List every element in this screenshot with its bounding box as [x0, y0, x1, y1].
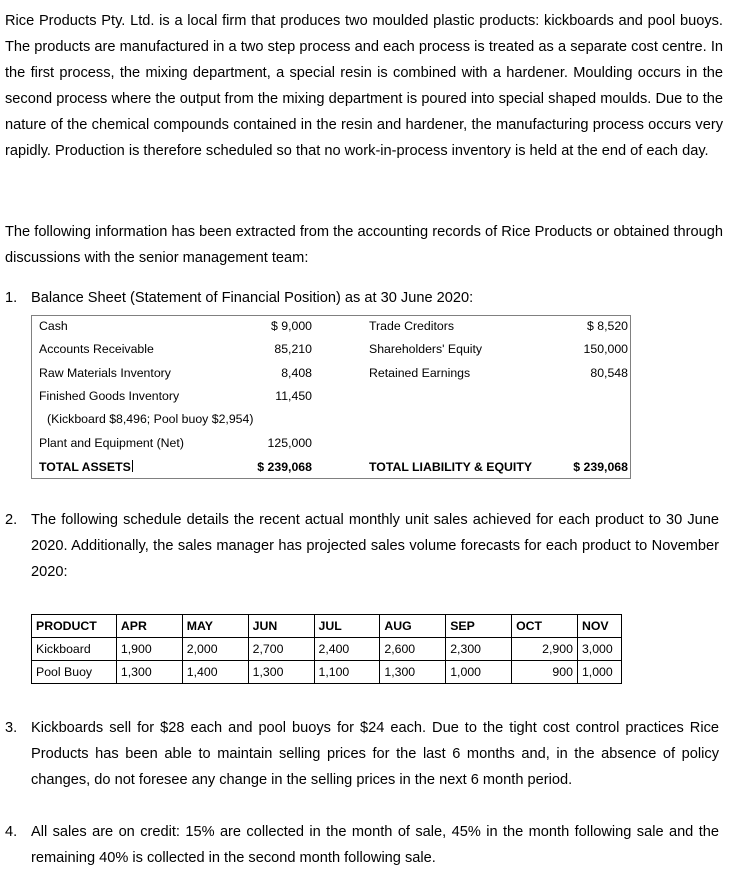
item-3-number: 3. [5, 720, 18, 736]
bs-asset-value: 8,408 [281, 366, 312, 380]
item-1-text: Balance Sheet (Statement of Financial Position) as at 30 June 2020: [31, 290, 474, 306]
table-cell: 900 [512, 661, 578, 684]
bs-asset-value: 85,210 [274, 342, 312, 356]
table-cell: 2,000 [182, 638, 248, 661]
bs-asset-label: Cash [39, 319, 68, 333]
balance-sheet [31, 315, 631, 479]
table-cell: 1,400 [182, 661, 248, 684]
item-2-text: The following schedule details the recent actual monthly unit sales achieved for each product to 30 June 2020. Additionally, the sales manager has projected sales volume forecasts for each product to November 2020: [31, 512, 719, 580]
bs-liability-label: Shareholders' Equity [369, 342, 483, 356]
table-cell: 1,900 [116, 638, 182, 661]
info-paragraph: The following information has been extracted from the accounting records of Rice Products or obtained through discussions with the senior management team: [5, 223, 723, 266]
table-cell: 2,600 [380, 638, 446, 661]
item-4-number: 4. [5, 824, 18, 840]
header-cell: PRODUCT [32, 615, 117, 638]
table-cell: 1,100 [314, 661, 380, 684]
bs-asset-value: $ 9,000 [270, 319, 312, 333]
table-cell: 2,700 [248, 638, 314, 661]
table-row [32, 638, 622, 661]
header-cell: JUL [314, 615, 380, 638]
bs-asset-label: Accounts Receivable [39, 342, 154, 356]
table-cell: 1,300 [380, 661, 446, 684]
header-cell: NOV [577, 615, 621, 638]
intro-paragraph: Rice Products Pty. Ltd. is a local firm that produces two moulded plastic products: kickboards and pool buoys. The products are manufactured in a two step process and each process is treated as a separate cost centre. In the first process, the mixing department, a special resin is combined with a hardener. Moulding occurs in the second process where the output from the mixing department is poured into special shaped moulds. Due to the nature of the chemical compounds contained in the resin and hardener, the manufacturing process occurs very rapidly. Production is therefore scheduled so that no work-in-process inventory is held at the end of each day. [5, 12, 723, 159]
table-cell: 1,000 [446, 661, 512, 684]
sales-table [31, 614, 622, 684]
table-cell: Kickboard [32, 638, 117, 661]
item-2-number: 2. [5, 512, 18, 528]
table-cell: 3,000 [577, 638, 621, 661]
bs-total-assets-label: TOTAL ASSETS [39, 460, 131, 474]
bs-liability-label: Trade Creditors [369, 319, 454, 333]
bs-total-assets-value: $ 239,068 [257, 460, 312, 474]
item-4-text: All sales are on credit: 15% are collected in the month of sale, 45% in the month following sale and the remaining 40% is collected in the second month following sale. [31, 824, 719, 866]
table-cell: 1,300 [116, 661, 182, 684]
header-cell: SEP [446, 615, 512, 638]
bs-asset-label: Finished Goods Inventory [39, 389, 180, 403]
header-cell: JUN [248, 615, 314, 638]
table-cell: 1,000 [577, 661, 621, 684]
bs-asset-note: (Kickboard $8,496; Pool buoy $2,954) [47, 412, 254, 426]
bs-liability-value: 150,000 [583, 342, 628, 356]
bs-asset-value: 11,450 [275, 389, 312, 403]
table-cell: 1,300 [248, 661, 314, 684]
table-cell: Pool Buoy [32, 661, 117, 684]
bs-liability-value: $ 8,520 [586, 319, 628, 333]
header-cell: OCT [512, 615, 578, 638]
header-cell: AUG [380, 615, 446, 638]
sales-table-header [32, 615, 622, 638]
header-cell: MAY [182, 615, 248, 638]
header-cell: APR [116, 615, 182, 638]
item-3-text: Kickboards sell for $28 each and pool buoys for $24 each. Due to the tight cost control practices Rice Products has been able to maintain selling prices for the last 6 months and, in the absence of policy changes, do not foresee any change in the selling prices in the next 6 month period. [31, 720, 719, 788]
bs-total-le-label: TOTAL LIABILITY & EQUITY [369, 460, 533, 474]
bs-asset-label: Plant and Equipment (Net) [39, 436, 184, 450]
bs-total-le-value: $ 239,068 [573, 460, 628, 474]
item-1-number: 1. [5, 290, 18, 306]
table-cell: 2,900 [512, 638, 578, 661]
table-cell: 2,300 [446, 638, 512, 661]
table-row [32, 661, 622, 684]
table-cell: 2,400 [314, 638, 380, 661]
bs-asset-label: Raw Materials Inventory [39, 366, 171, 380]
bs-liability-value: 80,548 [590, 366, 628, 380]
bs-asset-value: 125,000 [267, 436, 312, 450]
bs-liability-label: Retained Earnings [369, 366, 471, 380]
